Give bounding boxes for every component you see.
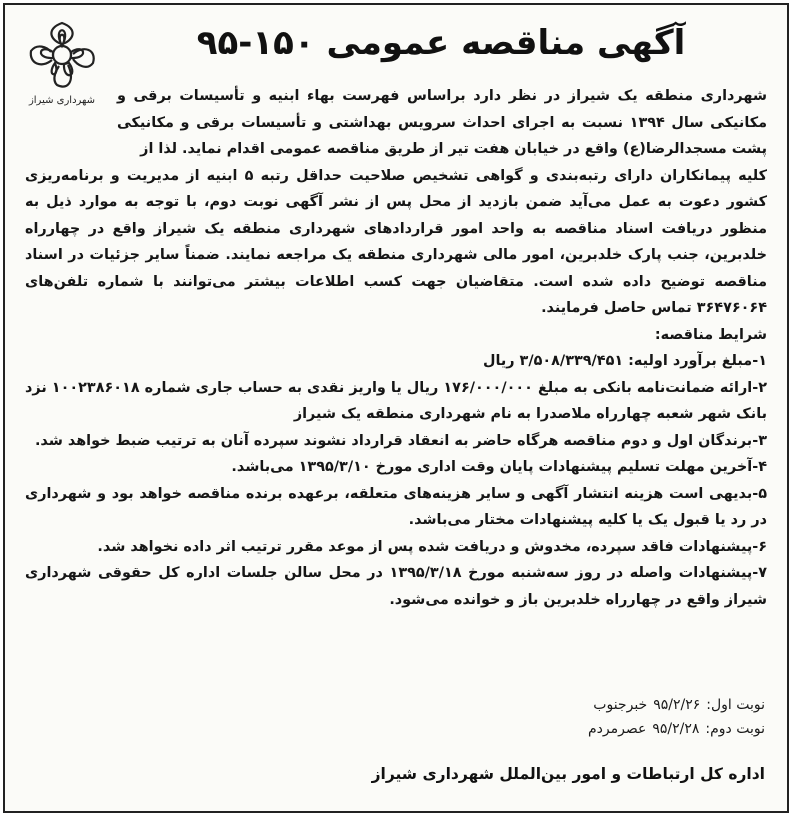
issuer-footer: اداره کل ارتباطات و امور بین‌الملل شهرداری شیراز <box>371 765 765 783</box>
condition-item: ۴-آخرین مهلت تسلیم پیشنهادات پایان وقت اداری مورخ ۱۳۹۵/۳/۱۰ می‌باشد. <box>231 459 767 475</box>
notice-body <box>25 83 767 613</box>
publication-notices <box>582 693 765 741</box>
notice-label: نوبت اول: <box>706 697 765 713</box>
notice-paper: عصرمردم <box>588 721 647 737</box>
condition-item: ۷-پیشنهادات واصله در روز سه‌شنبه مورخ ۱۳۹۵/۳/۱۸ در محل سالن جلسات اداره کل حقوقی شهرداری شیراز واقع در چهارراه خلدبرین باز و خوانده می‌شود. <box>25 565 767 608</box>
condition-item: ۳-برندگان اول و دوم مناقصه هرگاه حاضر به انعقاد قرارداد نشوند سپرده آنان به ترتیب ضبط خواهد شد. <box>34 432 767 449</box>
notice-date: ۹۵/۲/۲۶ <box>653 697 701 713</box>
notice-date: ۹۵/۲/۲۸ <box>652 721 700 737</box>
condition-item: ۶-پیشنهادات فاقد سپرده، مخدوش و دریافت شده پس از موعد مقرر ترتیب اثر داده نخواهد شد. <box>97 538 767 555</box>
notice-label: نوبت دوم: <box>705 721 765 737</box>
intro-first-part: شهرداری منطقه یک شیراز در نظر دارد براساس فهرست بهاء ابنیه و تأسیسات برقی و مکانیکی سال ۱۳۹۴ نسبت به اجرای احداث سرویس بهداشتی و تأسیسات برقی و مکانیکی پشت مسجدالرضا(ع) واقع در خیابان هفت تیر از طریق مناقصه عمومی اقدام نماید. لذا از <box>117 88 767 157</box>
intro <box>25 83 767 322</box>
intro-second-part: کلیه پیمانکاران دارای رتبه‌بندی و گواهی تشخیص صلاحیت حداقل رتبه ۵ ابنیه از مدیریت و برنامه‌ریزی کشور دعوت به عمل می‌آید ضمن بازدید از محل پس از نشر آگهی نوبت دوم، با توجه به موارد ذیل به منظور دریافت اسناد مناقصه به واحد امور قراردادهای شهرداری منطقه یک شیراز واقع در چهارراه خلدبرین، جنب پارک خلدبرین، امور مالی شهرداری منطقه یک مراجعه نمایند. ضمناً سایر جزئیات در اسناد مناقصه توضیح داده شده است. متقاضیان جهت کسب اطلاعات بیشتر می‌توانند با شماره تلفن‌های ۳۶۴۷۶۰۶۴ تماس حاصل فرمایند. <box>25 167 767 316</box>
condition-item: ۱-مبلغ برآورد اولیه: ۳/۵۰۸/۳۳۹/۴۵۱ ریال <box>482 353 767 369</box>
notice-row <box>582 693 765 717</box>
notice-row <box>582 717 765 741</box>
condition-item: ۵-بدیهی است هزینه انتشار آگهی و سایر هزینه‌های متعلقه، برعهده برنده مناقصه خواهد بود و شهرداری در رد یا قبول یک یا کلیه پیشنهادات مختار می‌باشد. <box>25 485 767 528</box>
notice-paper: خبرجنوب <box>593 697 648 713</box>
logo-text: شهرداری شیراز <box>28 95 96 106</box>
tender-notice <box>3 3 789 813</box>
condition-item: ۲-ارائه ضمانت‌نامه بانکی به مبلغ ۱۷۶/۰۰۰/۰۰۰ ریال یا واریز نقدی به حساب جاری شماره ۱۰۰۲۳۸۶۰۱۸ نزد بانک شهر شعبه چهارراه ملاصدرا به نام شهرداری منطقه یک شیراز <box>25 379 767 422</box>
conditions-title: شرایط مناقصه: <box>654 326 767 343</box>
notice-title: آگهی مناقصه عمومی ۱۵۰-۹۵ <box>196 23 686 63</box>
